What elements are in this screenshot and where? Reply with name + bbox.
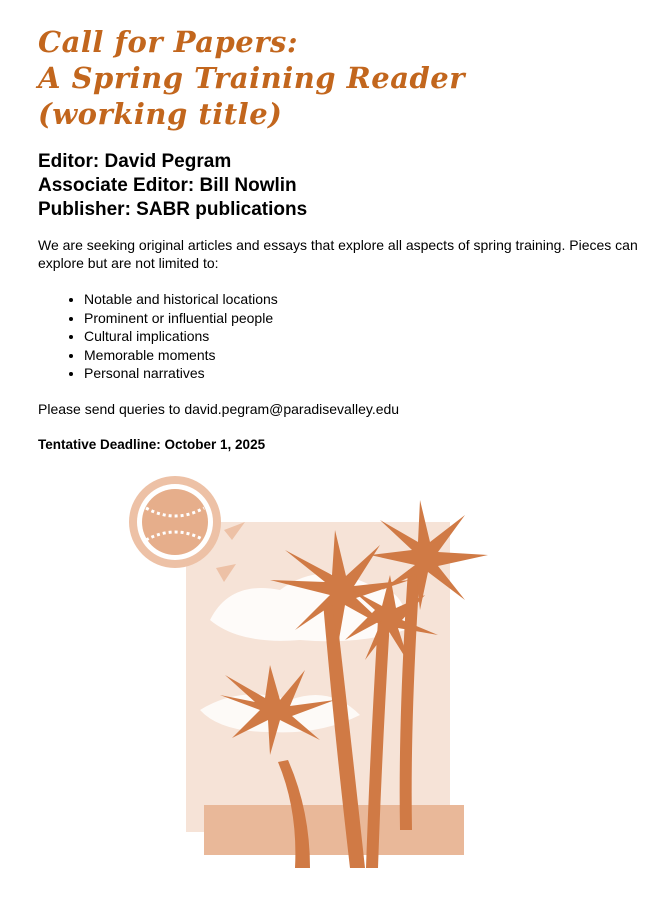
associate-editor-credit: Associate Editor: Bill Nowlin bbox=[38, 175, 297, 196]
topics-list bbox=[38, 290, 278, 383]
baseball-icon bbox=[129, 476, 245, 582]
title-line-3: (working title) bbox=[38, 97, 283, 131]
topic-item: • Notable and historical locations bbox=[84, 290, 278, 309]
ground-band bbox=[204, 805, 464, 855]
topic-item: • Prominent or influential people bbox=[84, 309, 278, 328]
topic-item: • Memorable moments bbox=[84, 346, 278, 365]
publisher-credit: Publisher: SABR publications bbox=[38, 199, 308, 220]
title-line-2: A Spring Training Reader bbox=[38, 61, 466, 95]
editor-credit: Editor: David Pegram bbox=[38, 151, 232, 172]
intro-paragraph: We are seeking original articles and essays that explore all aspects of spring training. Pieces can explore but are not limited to: bbox=[38, 237, 638, 271]
credits-block bbox=[38, 150, 307, 222]
palm-trees-illustration bbox=[120, 470, 500, 870]
title-line-1: Call for Papers: bbox=[38, 25, 299, 59]
queries-contact: Please send queries to david.pegram@paradisevalley.edu bbox=[38, 401, 400, 417]
page-title bbox=[38, 24, 465, 132]
topic-item: • Personal narratives bbox=[84, 364, 278, 383]
topic-item: • Cultural implications bbox=[84, 327, 278, 346]
deadline-text: Tentative Deadline: October 1, 2025 bbox=[38, 437, 266, 452]
